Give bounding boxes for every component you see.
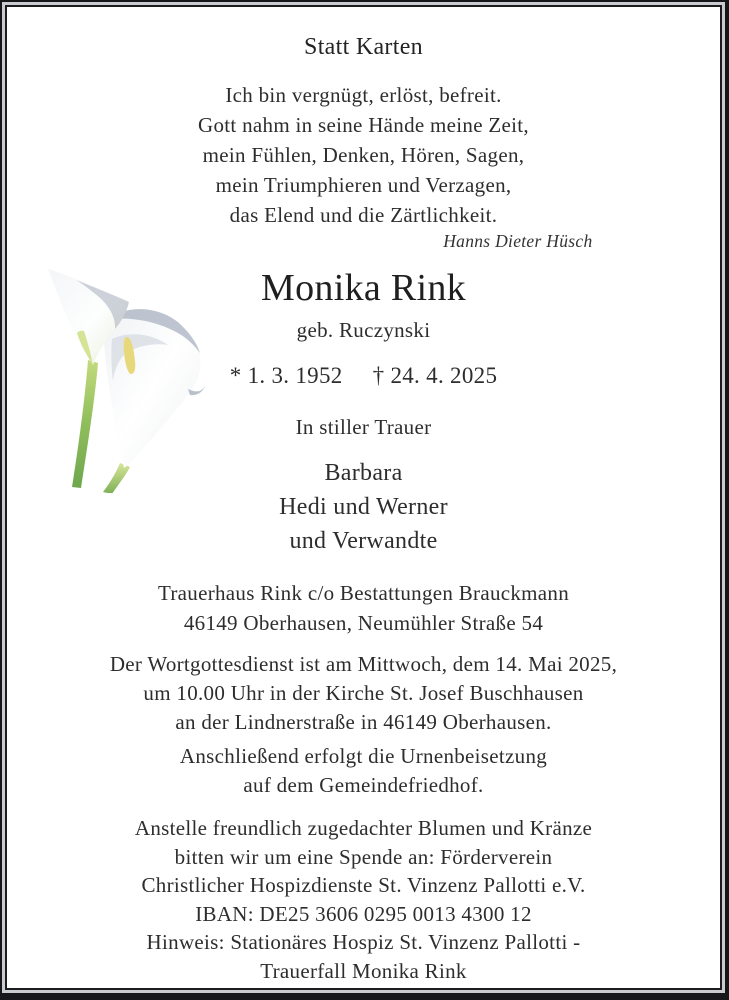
burial-line: auf dem Gemeindefriedhof.	[243, 773, 484, 797]
donation-info	[25, 814, 702, 985]
donation-line: Christlicher Hospizdienste St. Vinzenz Pallotti e.V.	[141, 873, 586, 897]
deceased-name: Monika Rink	[261, 267, 466, 309]
notice-inner-frame	[5, 5, 722, 990]
donation-line: Trauerfall Monika Rink	[260, 958, 467, 983]
poem-line: mein Fühlen, Denken, Hören, Sagen,	[202, 143, 525, 167]
burial-info	[25, 742, 702, 800]
address-line: 46149 Oberhausen, Neumühler Straße 54	[183, 611, 544, 635]
address-line: Trauerhaus Rink c/o Bestattungen Brauckmann	[157, 581, 570, 605]
service-info	[25, 650, 702, 737]
death-date: † 24. 4. 2025	[372, 363, 498, 388]
birth-date: * 1. 3. 1952	[229, 363, 343, 388]
poem-line: mein Triumphieren und Verzagen,	[215, 173, 512, 197]
service-line: Der Wortgottesdienst ist am Mittwoch, dem 14. Mai 2025,	[109, 652, 618, 676]
mourning-names	[25, 456, 702, 558]
notice-header: Statt Karten	[304, 34, 423, 60]
service-line: um 10.00 Uhr in der Kirche St. Josef Buschhausen	[143, 681, 584, 705]
poem-attribution: Hanns Dieter Hüsch	[443, 231, 593, 251]
service-line: an der Lindnerstraße in 46149 Oberhausen.	[175, 710, 552, 734]
life-dates	[25, 362, 702, 389]
mourner: Hedi und Werner	[279, 494, 448, 520]
maiden-name: geb. Ruczynski	[296, 318, 431, 342]
mourning-intro: In stiller Trauer	[295, 415, 432, 439]
funeral-home-address	[25, 578, 702, 638]
poem-line: das Elend und die Zärtlichkeit.	[229, 203, 498, 227]
poem-line: Ich bin vergnügt, erlöst, befreit.	[225, 83, 502, 107]
donation-line: Hinweis: Stationäres Hospiz St. Vinzenz Pallotti -	[146, 930, 581, 954]
burial-line: Anschließend erfolgt die Urnenbeisetzung	[179, 744, 548, 768]
notice-content	[7, 7, 720, 985]
donation-line: IBAN: DE25 3606 0295 0013 4300 12	[195, 901, 532, 926]
poem	[25, 80, 702, 230]
poem-line: Gott nahm in seine Hände meine Zeit,	[198, 113, 529, 137]
donation-line: Anstelle freundlich zugedachter Blumen und Kränze	[134, 816, 593, 840]
donation-line: bitten wir um eine Spende an: Förderverein	[174, 844, 553, 869]
mourner: und Verwandte	[289, 528, 438, 554]
mourner: Barbara	[324, 460, 403, 486]
